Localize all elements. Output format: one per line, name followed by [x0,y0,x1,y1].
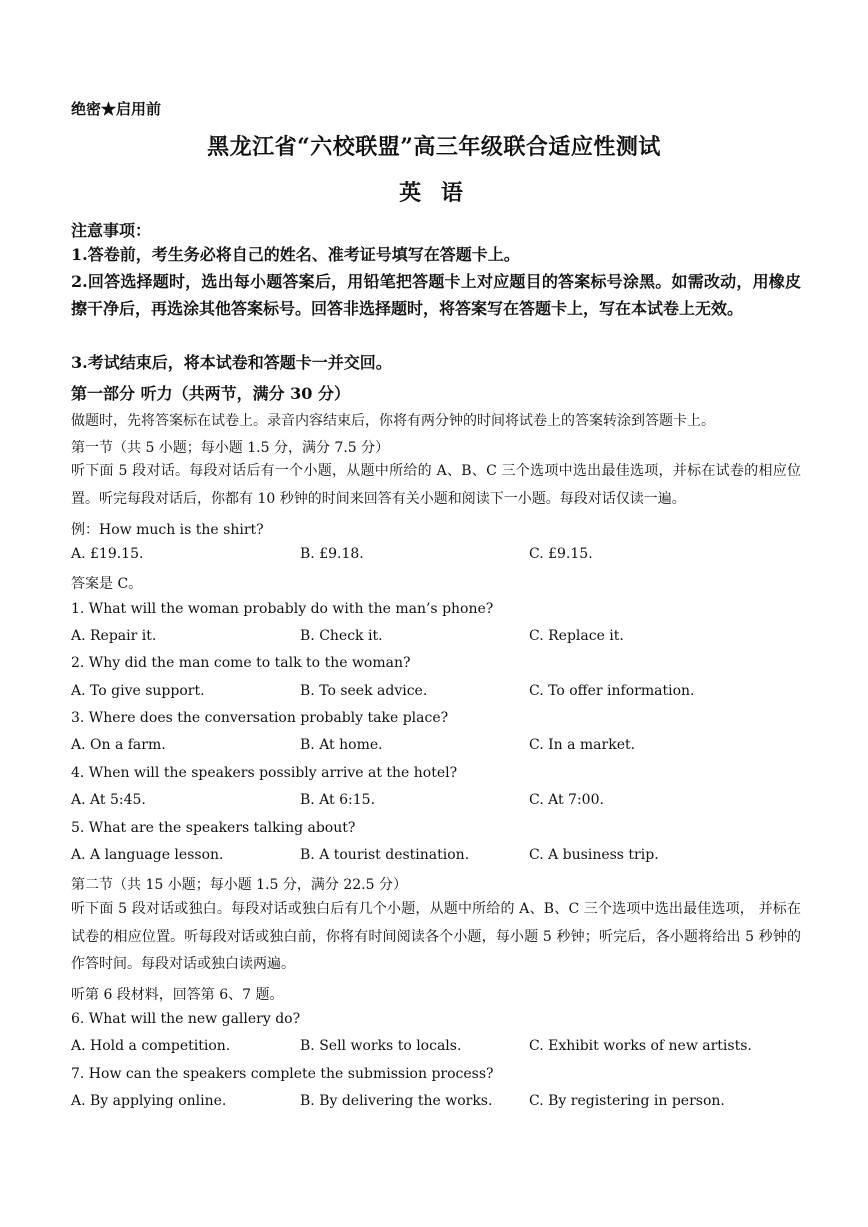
part1-heading: 第一部分 听力（共两节，满分 30 分） [71,384,350,403]
q4-option-a: A. At 5:45. [71,792,146,808]
q7-option-a: A. By applying online. [71,1093,227,1109]
question-4: 4. When will the speakers possibly arrive at the hotel? [71,765,458,781]
question-5: 5. What are the speakers talking about? [71,820,356,836]
q4-option-b: B. At 6:15. [300,792,376,808]
example-option-c: C. £9.15. [529,546,593,562]
q3-option-b: B. At home. [300,737,383,753]
question-7: 7. How can the speakers complete the submission process? [71,1066,494,1082]
q3-option-c: C. In a market. [529,737,636,753]
notice-item-1: 1.答卷前，考生务必将自己的姓名、准考证号填写在答题卡上。 [71,245,520,264]
section1-heading: 第一节（共 5 小题；每小题 1.5 分，满分 7.5 分） [71,440,390,456]
question-3: 3. Where does the conversation probably take place? [71,710,449,726]
q2-option-a: A. To give support. [71,683,205,699]
example-answer: 答案是 C。 [71,576,143,592]
example-option-a: A. £19.15. [71,546,144,562]
question-2: 2. Why did the man come to talk to the woman? [71,655,411,671]
question-6: 6. What will the new gallery do? [71,1011,301,1027]
q4-option-c: C. At 7:00. [529,792,604,808]
q5-option-b: B. A tourist destination. [300,847,470,863]
q7-option-c: C. By registering in person. [529,1093,725,1109]
q1-option-a: A. Repair it. [71,628,157,644]
q1-option-c: C. Replace it. [529,628,624,644]
part1-instructions: 做题时，先将答案标在试卷上。录音内容结束后，你将有两分钟的时间将试卷上的答案转涂到答题卡上。 [71,413,715,429]
q2-option-c: C. To offer information. [529,683,695,699]
q1-option-b: B. Check it. [300,628,383,644]
q2-option-b: B. To seek advice. [300,683,428,699]
confidential-mark: 绝密★启用前 [71,100,162,118]
example-option-b: B. £9.18. [300,546,364,562]
notice-item-3: 3.考试结束后，将本试卷和答题卡一并交回。 [71,353,392,372]
q6-option-b: B. Sell works to locals. [300,1038,462,1054]
q5-option-c: C. A business trip. [529,847,659,863]
section2-instructions: 听下面 5 段对话或独白。每段对话或独白后有几个小题，从题中所给的 A、B、C 三个选项中选出最佳选项， 并标在试卷的相应位置。听每段对话或独白前，你将有时间阅读各个小题，每小题 5 秒钟；听完后，各小题将给出 5 秒钟的作答时间。每段对话或独白读两遍。 [71,901,801,972]
example-question: 例：How much is the shirt? [71,522,264,538]
notice-item-2: 2.回答选择题时，选出每小题答案后，用铅笔把答题卡上对应题目的答案标号涂黑。如需改动，用橡皮擦干净后，再选涂其他答案标号。回答非选择题时，将答案写在答题卡上，写在本试卷上无效。 [71,272,801,318]
q7-option-b: B. By delivering the works. [300,1093,493,1109]
q3-option-a: A. On a farm. [71,737,166,753]
q6-option-a: A. Hold a competition. [71,1038,231,1054]
question-1: 1. What will the woman probably do with the man’s phone? [71,601,494,617]
material-6-instruction: 听第 6 段材料，回答第 6、7 题。 [71,987,284,1003]
q5-option-a: A. A language lesson. [71,847,224,863]
notice-heading: 注意事项： [71,221,152,240]
exam-title: 黑龙江省“六校联盟”高三年级联合适应性测试 [207,134,661,160]
section2-heading: 第二节（共 15 小题；每小题 1.5 分，满分 22.5 分） [71,877,407,893]
q6-option-c: C. Exhibit works of new artists. [529,1038,752,1054]
section1-instructions: 听下面 5 段对话。每段对话后有一个小题，从题中所给的 A、B、C 三个选项中选出最佳选项，并标在试卷的相应位置。听完每段对话后，你都有 10 秒钟的时间来回答有关小题和阅读下一小题。每段对话仅读一遍。 [71,463,801,507]
subject-title: 英 语 [399,180,469,206]
